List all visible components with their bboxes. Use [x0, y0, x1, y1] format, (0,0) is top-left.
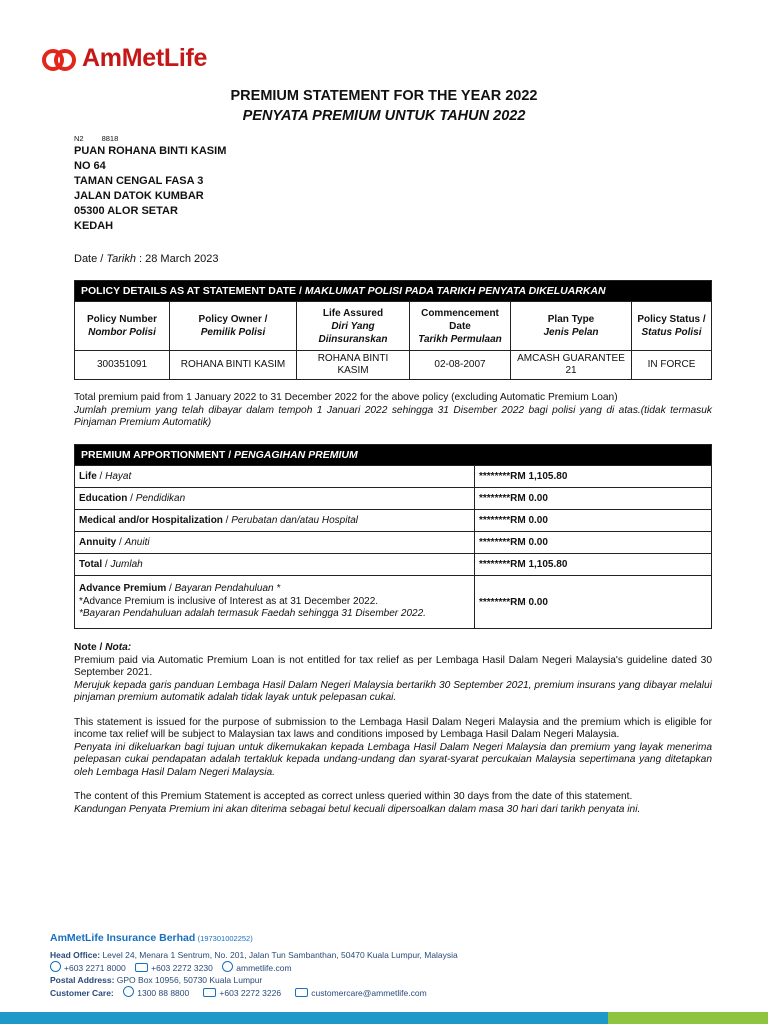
head-office-address: Level 24, Menara 1 Sentrum, No. 201, Jalan Tun Sambanthan, 50470 Kuala Lumpur, Malaysia [100, 950, 458, 960]
ammetlife-logo [42, 44, 207, 73]
note-p1-en: Premium paid via Automatic Premium Loan is not entitled for tax relief as per Lembaga Hasil Dalam Negeri Malaysia's guideline dated 30 September 2021. [74, 654, 712, 678]
company-reg: (197301002252) [197, 934, 253, 943]
col-plan-type: Plan Type Jenis Pelan [511, 302, 632, 351]
row-life-label: Life / Hayat [75, 466, 475, 488]
note-p1-ms: Merujuk kepada garis panduan Lembaga Hasil Dalam Negeri Malaysia bertarikh 30 September 2021, premium insurans yang dibayar melalui pinjaman premium automatik adalah tidak layak untuk pelepasan cukai. [74, 679, 712, 703]
total-paid-text [74, 392, 712, 430]
head-office-tel: +603 2271 8000 [64, 963, 126, 973]
row-total-label: Total / Jumlah [75, 554, 475, 576]
postal-address: GPO Box 10956, 50730 Kuala Lumpur [114, 975, 263, 985]
row-medical-label: Medical and/or Hospitalization / Perubatan dan/atau Hospital [75, 510, 475, 532]
total-paid-ms: Jumlah premium yang telah dibayar dalam tempoh 1 Januari 2022 sehingga 31 Disember 2022 bagi polisi yang di atas.(tidak termasuk Pinjaman Premium Automatik) [74, 404, 712, 428]
note-p3-ms: Kandungan Penyata Premium ini akan diterima sebagai betul kecuali dipersoalkan dalam masa 30 hari dari tarikh penyata ini. [74, 803, 641, 815]
statement-date: Date / Tarikh : 28 March 2023 [74, 253, 219, 265]
col-life-assured: Life Assured Diri Yang Diinsuranskan [297, 302, 410, 351]
note-heading: Note / Nota: [74, 642, 132, 653]
policy-owner-value: ROHANA BINTI KASIM [170, 351, 297, 380]
note-p3-en: The content of this Premium Statement is accepted as correct unless queried within 30 days from the date of this statement. [74, 791, 633, 802]
website-link[interactable]: ammetlife.com [236, 963, 292, 973]
phone-icon [50, 961, 61, 972]
row-annuity-label: Annuity / Anuiti [75, 532, 475, 554]
row-education-amount: ********RM 0.00 [475, 488, 712, 510]
policy-number-value: 300351091 [75, 351, 170, 380]
customer-care-tel: 1300 88 8800 [137, 988, 190, 998]
footer-bar-green [608, 1012, 768, 1024]
policy-status-value: IN FORCE [632, 351, 712, 380]
row-advance-amount: ********RM 0.00 [475, 576, 712, 629]
head-office-fax: +603 2272 3230 [151, 963, 213, 973]
policy-details-table [74, 280, 712, 380]
col-policy-status: Policy Status / Status Polisi [632, 302, 712, 351]
phone-icon [123, 986, 134, 997]
address-line: 05300 ALOR SETAR [74, 205, 178, 217]
row-life-amount: ********RM 1,105.80 [475, 466, 712, 488]
fax-icon [135, 963, 148, 972]
footer-bar-blue [0, 1012, 608, 1024]
notes-section [74, 642, 712, 816]
total-paid-en: Total premium paid from 1 January 2022 to 31 December 2022 for the above policy (excluding Automatic Premium Loan) [74, 392, 618, 403]
address-line: KEDAH [74, 220, 114, 232]
col-policy-owner: Policy Owner / Pemilik Polisi [170, 302, 297, 351]
address-line: TAMAN CENGAL FASA 3 [74, 175, 204, 187]
ammetlife-logo-icon [42, 48, 76, 70]
customer-care-fax: +603 2272 3226 [219, 988, 282, 998]
address-line: JALAN DATOK KUMBAR [74, 190, 204, 202]
email-icon [295, 988, 308, 997]
premium-apportionment-table [74, 444, 712, 629]
policy-details-header: POLICY DETAILS AS AT STATEMENT DATE / MAKLUMAT POLISI PADA TARIKH PENYATA DIKELUARKAN [75, 281, 712, 302]
row-annuity-amount: ********RM 0.00 [475, 532, 712, 554]
col-policy-number: Policy Number Nombor Polisi [75, 302, 170, 351]
col-commencement-date: Commencement Date Tarikh Permulaan [410, 302, 511, 351]
row-total-amount: ********RM 1,105.80 [475, 554, 712, 576]
commencement-date-value: 02-08-2007 [410, 351, 511, 380]
statement-title-malay: PENYATA PREMIUM UNTUK TAHUN 2022 [242, 108, 526, 124]
row-medical-amount: ********RM 0.00 [475, 510, 712, 532]
fax-icon [203, 988, 216, 997]
plan-type-value: AMCASH GUARANTEE 21 [511, 351, 632, 380]
address-line: PUAN ROHANA BINTI KASIM [74, 145, 227, 157]
note-p2-ms: Penyata ini dikeluarkan bagi tujuan untuk dikemukakan kepada Lembaga Hasil Dalam Negeri Malaysia dan premium yang layak menerima pelepasan cukai pendapatan adalah tertakluk kepada undang-undang dan syarat-syarat percukaian Malaysia sepertimana yang ditetapkan oleh Lembaga Hasil Dalam Negeri Malaysia. [74, 741, 712, 778]
row-advance-label: Advance Premium / Bayaran Pendahuluan * *Advance Premium is inclusive of Interest as at 31 December 2022. *Bayaran Pendahuluan adalah termasuk Faedah sehingga 31 Disember 2022. [75, 576, 475, 629]
customer-care-email[interactable]: customercare@ammetlife.com [311, 988, 427, 998]
note-p2-en: This statement is issued for the purpose of submission to the Lembaga Hasil Dalam Negeri Malaysia and the premium which is eligible for income tax relief will be subject to Malaysian tax laws and conditions imposed by Lembaga Hasil Dalam Negeri Malaysia. [74, 716, 712, 740]
globe-icon [222, 961, 233, 972]
row-education-label: Education / Pendidikan [75, 488, 475, 510]
recipient-address [74, 144, 226, 234]
company-footer: AmMetLife Insurance Berhad (197301002252) Head Office: Level 24, Menara 1 Sentrum, No. 201, Jalan Tun Sambanthan, 50470 Kuala Lumpur, Malaysia +603 2271 8000 +603 2272 3230 ammetlife.com Postal Address: GPO Box 10956, 50730 Kuala Lumpur Customer Care: 1300 88 8800 +603 2272 3226 customercare@ammetlife.com [50, 932, 458, 998]
statement-title: PREMIUM STATEMENT FOR THE YEAR 2022 [230, 88, 538, 104]
apportionment-header: PREMIUM APPORTIONMENT / PENGAGIHAN PREMIUM [75, 445, 712, 466]
address-line: NO 64 [74, 160, 106, 172]
company-name: AmMetLife Insurance Berhad [50, 932, 196, 944]
logo-text: AmMetLife [82, 44, 208, 72]
life-assured-value: ROHANA BINTI KASIM [297, 351, 410, 380]
reference-code: N2 8818 [74, 134, 119, 143]
